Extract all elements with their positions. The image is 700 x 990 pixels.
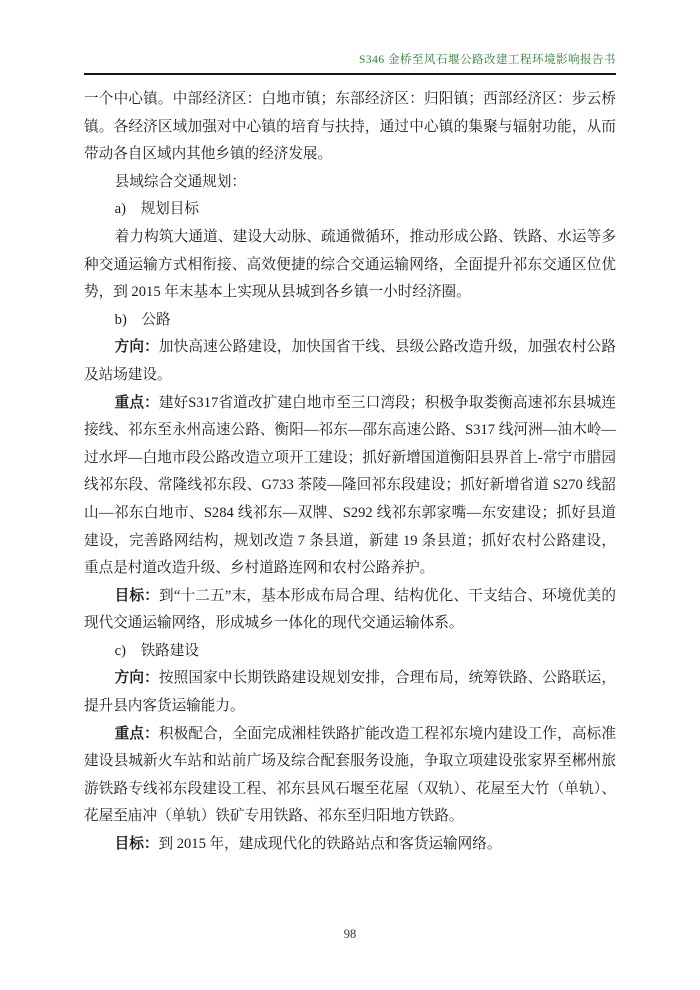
paragraph-text: b) 公路 <box>114 311 171 328</box>
paragraph-text: 一个中心镇。中部经济区：白地市镇；东部经济区：归阳镇；西部经济区：步云桥镇。各经济区域加强对中心镇的培育与扶持，通过中心镇的集聚与辐射功能，从而带动各自区域内其他乡镇的经济发展。 <box>84 91 616 163</box>
list-item-b-heading <box>84 307 616 335</box>
paragraph-goal-a <box>84 224 616 307</box>
paragraph-text: 按照国家中长期铁路建设规划安排，合理布局，统筹铁路、公路联运，提升县内客货运输能力。 <box>84 670 616 715</box>
paragraph-direction-road <box>84 334 616 389</box>
paragraph-text: 加快高速公路建设，加快国省干线、县级公路改造升级，加强农村公路及站场建设。 <box>84 339 616 383</box>
paragraph-text: 到“十二五”末，基本形成布局合理、结构优化、干支结合、环境优美的现代交通运输网络，形成城乡一体化的现代交通运输体系。 <box>84 587 616 632</box>
paragraph-label: 方向： <box>114 670 159 687</box>
list-item-c-heading <box>84 638 616 666</box>
paragraph-text: 到 2015 年，建成现代化的铁路站点和客货运输网络。 <box>158 836 502 853</box>
header-rule <box>84 73 616 75</box>
paragraph-keypoints-rail <box>84 721 616 831</box>
paragraph-continuation <box>84 86 616 169</box>
paragraph-direction-rail <box>84 665 616 720</box>
page-footer <box>0 927 700 942</box>
paragraph-text: 建好S317省道改扩建白地市至三口湾段；积极争取娄衡高速祁东县城连接线、祁东至永州高速公路、衡阳—祁东—邵东高速公路、S317 线河洲—油木岭—过水坪—白地市段公路改造立项开工建设；抓好新增国道衡阳县界首上-常宁市腊园线祁东段、常隆线祁东段、G733 茶陵—隆回祁东段建设；抓好新增省道 S270 线韶山—祁东白地市、S284 线祁东—双牌、S292 线祁东郭家嘴—东安建设；抓好县道建设，完善路网结构，规划改造 7 条县道，新建 19 条县道；抓好农村公路建设，重点是村道改造升级、乡村道路连网和农村公路养护。 <box>84 394 616 577</box>
paragraph-label: 目标： <box>114 836 159 853</box>
paragraph-text: a) 规划目标 <box>114 201 199 218</box>
paragraph-label: 方向： <box>114 339 159 356</box>
paragraph-text: 县域综合交通规划： <box>114 173 247 190</box>
paragraph-label: 重点： <box>114 394 159 411</box>
paragraph-label: 目标： <box>114 587 160 604</box>
paragraph-text: 着力构筑大通道、建设大动脉、疏通微循环，推动形成公路、铁路、水运等多种交通运输方式相衔接、高效便捷的综合交通运输网络，全面提升祁东交通区位优势，到 2015 年末基本上实现从县城到各乡镇一小时经济圈。 <box>84 228 616 301</box>
paragraph-text: c) 铁路建设 <box>114 642 199 659</box>
document-body <box>84 86 616 859</box>
list-item-a-heading <box>84 196 616 224</box>
paragraph-label: 重点： <box>114 725 159 742</box>
paragraph-section-intro <box>84 169 616 197</box>
header-title: S346 金桥至风石堰公路改建工程环境影响报告书 <box>358 54 616 66</box>
paragraph-keypoints-road <box>84 390 616 583</box>
paragraph-target-road <box>84 583 616 638</box>
paragraph-text: 积极配合，全面完成湘桂铁路扩能改造工程祁东境内建设工作，高标准建设县城新火车站和站前广场及综合配套服务设施，争取立项建设张家界至郴州旅游铁路专线祁东段建设工程、祁东县风石堰至花屋（双轨）、花屋至大竹（单轨）、花屋至庙冲（单轨）铁矿专用铁路、祁东至归阳地方铁路。 <box>84 725 616 825</box>
paragraph-target-rail <box>84 831 616 859</box>
page-number: 98 <box>343 927 357 941</box>
